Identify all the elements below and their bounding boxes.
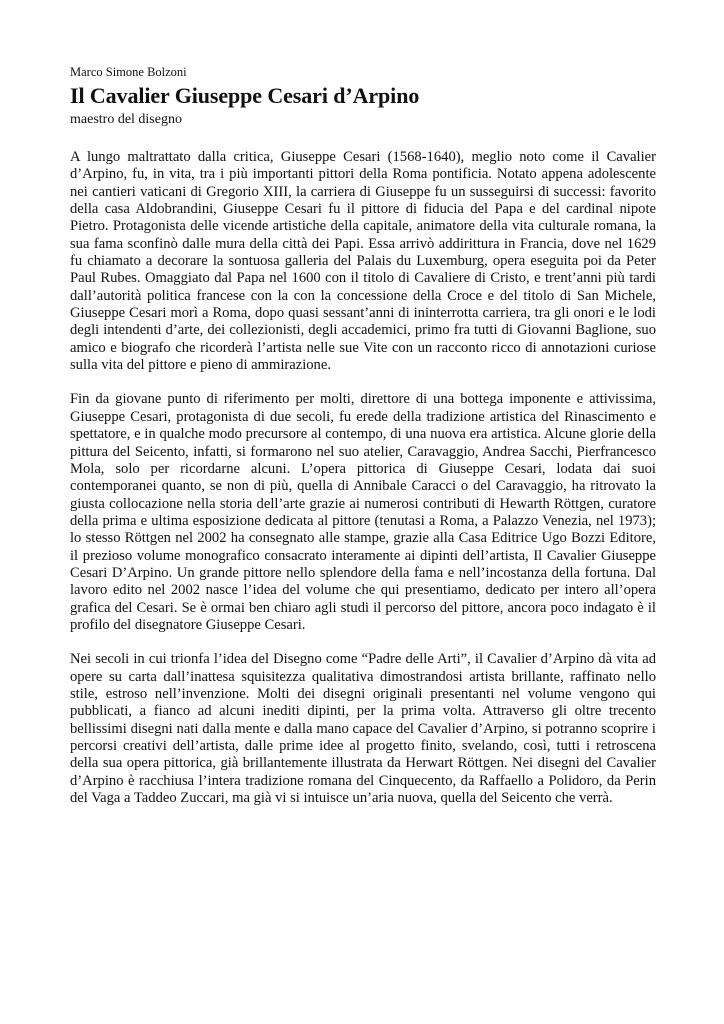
document-title: Il Cavalier Giuseppe Cesari d’Arpino <box>70 83 420 108</box>
document-page <box>70 64 656 824</box>
paragraph-3: Nei secoli in cui trionfa l’idea del Disegno come “Padre delle Arti”, il Cavalier d’Arpino dà vita ad opere su carta dall’inattesa squisitezza qualitativa dimostrandosi artista brillante, raffinato nello stile, estroso nell’invenzione. Molti dei disegni originali presentanti nel volume vengono qui pubblicati, a fianco ad alcuni inediti dipinti, per la prima volta. Attraverso gli oltre trecento bellissimi disegni nati dalla mente e dalla mano capace del Cavalier d’Arpino, si potranno scoprire i percorsi creativi dell’artista, dalle prime idee al progetto finito, svelando, così, tutti i retroscena della sua opera pittorica, già brillantemente illustrata da Herwart Röttgen. Nei disegni del Cavalier d’Arpino è racchiusa l’intera tradizione romana del Cinquecento, da Raffaello a Polidoro, da Perin del Vaga a Taddeo Zuccari, ma già vi si intuisce un’aria nuova, quella del Seicento che verrà. <box>70 651 656 807</box>
document-subtitle: maestro del disegno <box>70 112 182 127</box>
author-name: Marco Simone Bolzoni <box>70 65 187 79</box>
paragraph-1: A lungo maltrattato dalla critica, Giuseppe Cesari (1568-1640), meglio noto come il Cavalier d’Arpino, fu, in vita, tra i più importanti pittori della Roma pontificia. Notato appena adolescente nei cantieri vaticani di Gregorio XIII, la carriera di Giuseppe fu un susseguirsi di successi: favorito della casa Aldobrandini, Giuseppe Cesari fu il pittore di fiducia del Papa e del cardinal nipote Pietro. Protagonista delle vicende artistiche della capitale, animatore della vita culturale romana, la sua fama sconfinò dalle mura della città dei Papi. Essa arrivò addirittura in Francia, dove nel 1629 fu chiamato a decorare la sontuosa galleria del Palais du Luxemburg, opera eseguita poi da Peter Paul Rubes. Omaggiato dal Papa nel 1600 con il titolo di Cavaliere di Cristo, e trent’anni più tardi dall’autorità politica francese con la con la concessione della Croce e del titolo di San Michele, Giuseppe Cesari morì a Roma, dopo quasi sessant’anni di ininterrotta carriera, tra gli onori e le lodi degli intendenti d’arte, dei collezionisti, degli accademici, primo fra tutti di Giovanni Baglione, suo amico e biografo che ricorderà l’artista nelle sue Vite con un racconto ricco di annotazioni curiose sulla vita del pittore e pieno di ammirazione. <box>70 149 656 374</box>
paragraph-2: Fin da giovane punto di riferimento per molti, direttore di una bottega imponente e attivissima, Giuseppe Cesari, protagonista di due secoli, fu erede della tradizione artistica del Rinascimento e spettatore, e in qualche modo precursore al contempo, di una nuova era artistica. Alcune glorie della pittura del Seicento, infatti, si formarono nel suo atelier, Caravaggio, Andrea Sacchi, Pierfrancesco Mola, solo per ricordarne alcuni. L’opera pittorica di Giuseppe Cesari, lodata dai suoi contemporanei quanto, se non di più, quella di Annibale Caracci o del Caravaggio, ha ritrovato la giusta collocazione nella storia dell’arte grazie ai numerosi contributi di Hewarth Röttgen, curatore della prima e ultima esposizione dedicata al pittore (tenutasi a Roma, a Palazzo Venezia, nel 1973); lo stesso Röttgen nel 2002 ha consegnato alle stampe, grazie alla Casa Editrice Ugo Bozzi Editore, il prezioso volume monografico consacrato interamente ai dipinti dell’artista, Il Cavalier Giuseppe Cesari D’Arpino. Un grande pittore nello splendore della fama e nell’incostanza della fortuna. Dal lavoro edito nel 2002 nasce l’idea del volume che qui presentiamo, dedicato per intero all’opera grafica del Cesari. Se è ormai ben chiaro agli studi il percorso del pittore, ancora poco indagato è il profilo del disegnatore Giuseppe Cesari. <box>70 391 656 633</box>
body-text <box>70 149 656 807</box>
